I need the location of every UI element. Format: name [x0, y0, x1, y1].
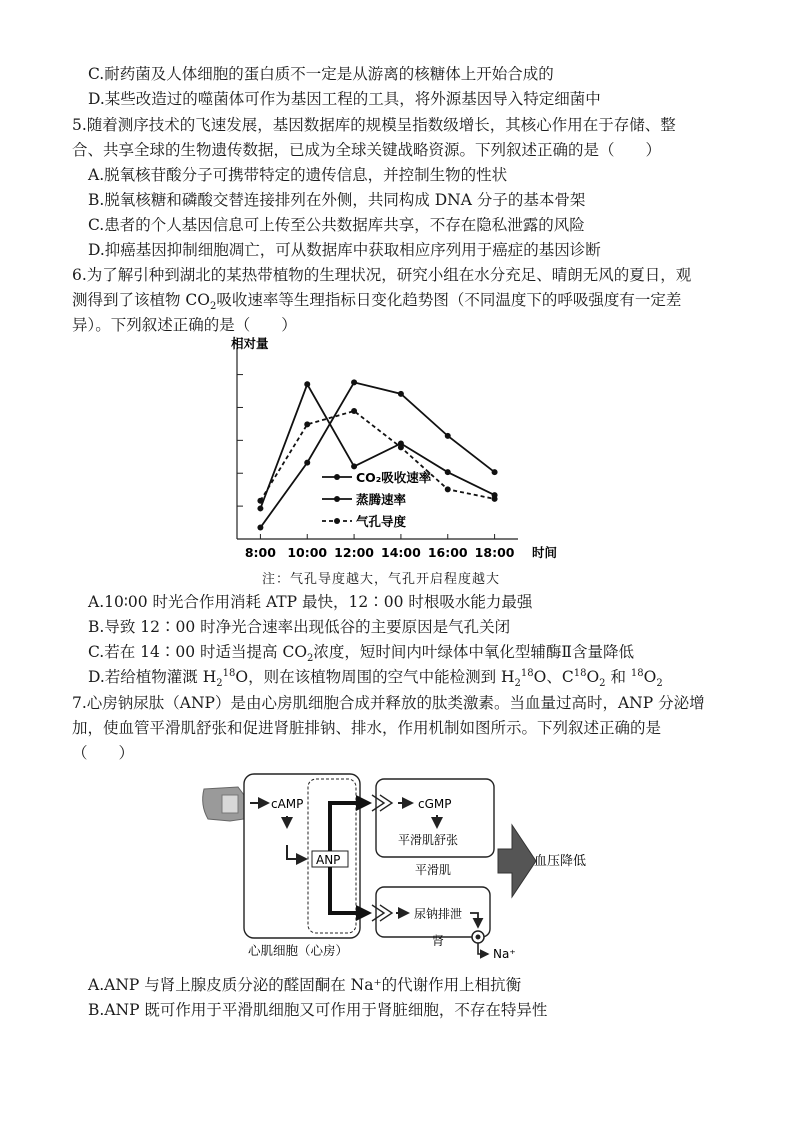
q5-option-a: A.脱氧核苷酸分子可携带特定的遗传信息，并控制生物的性状 [88, 166, 508, 184]
legend-label-1: 蒸腾速率 [356, 492, 407, 507]
series-point-2 [257, 498, 263, 504]
na-excretion-label: 尿钠排泄 [414, 907, 463, 921]
receptor-icon [203, 787, 244, 821]
x-tick-label: 16:00 [427, 545, 468, 560]
y-axis-label: 相对量 [231, 336, 269, 351]
x-tick-label: 12:00 [334, 545, 374, 560]
legend-marker-1 [334, 496, 340, 502]
q6-stem-line2: 测得到了该植物 $CO_2$吸收速率等生理指标日变化趋势图（不同温度下的呼吸强度有一定差 [72, 291, 682, 313]
series-point-2 [304, 421, 310, 427]
legend-label-0: CO₂吸收速率 [356, 470, 432, 485]
x-axis-label: 时间 [532, 545, 558, 560]
smooth-muscle-label: 平滑肌 [415, 863, 452, 877]
legend-marker-0 [334, 474, 340, 480]
bp-down-label: 血压降低 [534, 854, 587, 869]
camp-label: cAMP [271, 797, 304, 811]
anp-mechanism-diagram [0, 765, 794, 965]
series-point-2 [445, 486, 451, 492]
series-point-2 [492, 496, 498, 502]
q7-option-b: B.ANP 既可作用于平滑肌细胞又可作用于肾脏细胞，不存在特异性 [88, 1001, 548, 1019]
series-point-1 [445, 433, 451, 439]
series-point-0 [257, 505, 263, 511]
series-point-1 [351, 379, 357, 385]
series-point-0 [304, 381, 310, 387]
q6-option-b: B.导致 12∶00 时净光合速率出现低谷的主要原因是气孔关闭 [88, 618, 511, 636]
kidney-label: 肾 [432, 934, 445, 948]
series-point-2 [351, 408, 357, 414]
x-tick-label: 10:00 [287, 545, 328, 560]
big-arrow-icon [498, 825, 536, 897]
series-point-0 [351, 463, 357, 469]
na-ion-label: Na⁺ [493, 947, 516, 961]
anp-label: ANP [316, 853, 341, 867]
series-point-2 [398, 444, 404, 450]
q7-stem-line3: （ ） [72, 744, 135, 762]
arrow-to-smooth [330, 803, 358, 851]
q7-option-a: A.ANP 与肾上腺皮质分泌的醛固酮在 Na⁺的代谢作用上相抗衡 [88, 976, 522, 994]
legend-label-2: 气孔导度 [356, 514, 407, 529]
legend-marker-2 [334, 518, 340, 524]
series-point-1 [257, 525, 263, 531]
arrow-to-kidney [330, 867, 358, 913]
series-point-0 [445, 469, 451, 475]
series-point-1 [492, 469, 498, 475]
q4-option-c: C.耐药菌及人体细胞的蛋白质不一定是从游离的核糖体上开始合成的 [88, 65, 554, 83]
q5-option-d: D.抑癌基因抑制细胞凋亡，可从数据库中获取相应序列用于癌症的基因诊断 [88, 241, 601, 259]
q6-stem-line3: 异）。下列叙述正确的是（ ） [72, 316, 297, 334]
q7-stem-line1: 7.心房钠尿肽（ANP）是由心房肌细胞合成并释放的肽类激素。当血量过高时，ANP 分泌增 [72, 694, 705, 712]
smooth-relax-label: 平滑肌舒张 [398, 833, 459, 847]
q4-option-d: D.某些改造过的噬菌体可作为基因工程的工具，将外源基因导入特定细菌中 [88, 90, 601, 108]
q7-stem-line2: 加，使血管平滑肌舒张和促进肾脏排钠、排水，作用机制如图所示。下列叙述正确的是 [72, 719, 662, 737]
cardiac-cell-label: 心肌细胞（心房） [248, 943, 349, 958]
q5-option-c: C.患者的个人基因信息可上传至公共数据库共享，不存在隐私泄露的风险 [88, 216, 585, 234]
q6-stem-line1: 6.为了解引种到湖北的某热带植物的生理状况，研究小组在水分充足、晴朗无风的夏日，观 [72, 266, 692, 284]
x-tick-label: 8:00 [244, 545, 276, 560]
q5-stem-line1: 5.随着测序技术的飞速发展，基因数据库的规模呈指数级增长，其核心作用在于存储、整 [72, 116, 676, 134]
chart-note: 注：气孔导度越大，气孔开启程度越大 [262, 572, 501, 587]
q6-option-a: A.10∶00 时光合作用消耗 ATP 最快，12∶00 时根吸水能力最强 [88, 593, 533, 611]
series-point-1 [304, 460, 310, 466]
series-point-1 [398, 391, 404, 397]
x-tick-label: 14:00 [381, 545, 421, 560]
q6-option-c: C.若在 14∶00 时适当提高 $CO_2$浓度，短时间内叶绿体中氧化型辅酶Ⅱ含量降低 [88, 643, 634, 665]
x-tick-label: 18:00 [474, 545, 515, 560]
q6-line-chart [0, 330, 794, 570]
cgmp-label: cGMP [418, 797, 452, 811]
q5-option-b: B.脱氧核糖和磷酸交替连接排列在外侧，共同构成 DNA 分子的基本骨架 [88, 191, 586, 209]
series-line-0 [260, 384, 494, 508]
q6-option-d: D.若给植物灌溉 $H_2^{18}O$，则在该植物周围的空气中能检测到 $H_2^{18}O$、$C^{18}O_2$ 和 $^{18}O_2$ [88, 667, 663, 690]
q5-stem-line2: 合、共享全球的生物遗传数据，已成为全球关键战略资源。下列叙述正确的是（ ） [72, 141, 662, 159]
